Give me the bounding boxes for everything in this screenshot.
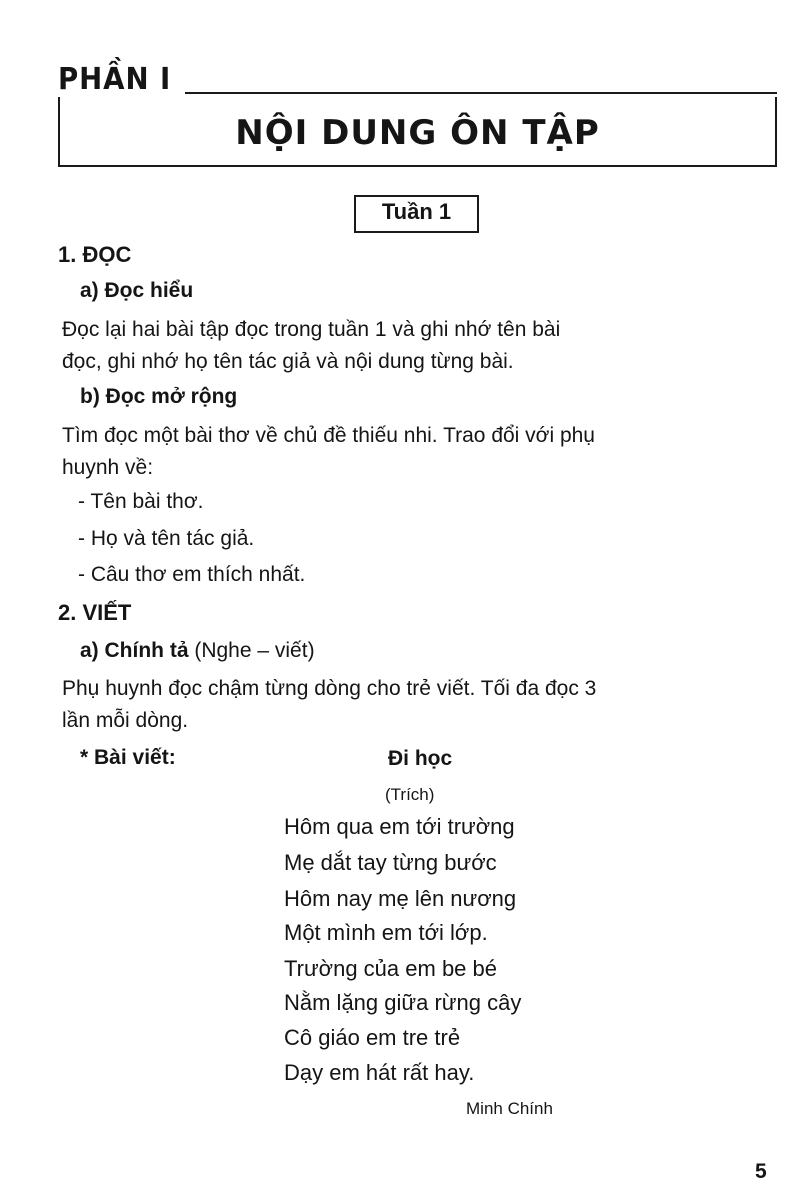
dictation-heading [80,639,315,663]
page-title: NỘI DUNG ÔN TẬP [235,113,600,153]
page-number: 5 [755,1160,767,1183]
poem-title: Đi học [388,747,453,770]
comprehension-line-1: Đọc lại hai bài tập đọc trong tuần 1 và ghi nhớ tên bài [62,318,561,341]
poem-line: Nằm lặng giữa rừng cây [284,990,522,1015]
header-rule [185,92,777,94]
dictation-line-2: lần mỗi dòng. [62,709,189,732]
comprehension-line-2: đọc, ghi nhớ họ tên tác giả và nội dung từng bài. [62,350,514,373]
poem-line: Mẹ dắt tay từng bước [284,850,497,875]
extended-line-1: Tìm đọc một bài thơ về chủ đề thiếu nhi. Trao đổi với phụ [62,424,595,447]
bullet-item: - Câu thơ em thích nhất. [78,563,306,586]
poem-line: Một mình em tới lớp. [284,920,488,945]
part-label: PHẦN I [58,62,172,97]
reading-heading: 1. ĐỌC [58,242,132,267]
bullet-item: - Họ và tên tác giả. [78,527,255,550]
poem-excerpt-note: (Trích) [385,785,435,804]
poem-line: Hôm qua em tới trường [284,814,515,839]
bullet-item: - Tên bài thơ. [78,490,204,513]
poem-line: Dạy em hát rất hay. [284,1060,475,1085]
poem-line: Cô giáo em tre trẻ [284,1025,461,1050]
poem-line: Hôm nay mẹ lên nương [284,886,517,911]
dictation-note: (Nghe – viết) [194,639,315,662]
comprehension-heading: a) Đọc hiểu [80,279,194,302]
writing-heading: 2. VIẾT [58,600,132,625]
poem-author: Minh Chính [466,1099,553,1118]
extended-line-2: huynh về: [62,456,154,479]
week-label: Tuần 1 [381,199,452,224]
extended-reading-heading: b) Đọc mở rộng [80,385,238,408]
dictation-heading-label: a) Chính tả [80,639,189,662]
dictation-line-1: Phụ huynh đọc chậm từng dòng cho trẻ viết. Tối đa đọc 3 [62,677,597,700]
writing-label: * Bài viết: [80,746,176,769]
poem-line: Trường của em be bé [284,956,497,981]
